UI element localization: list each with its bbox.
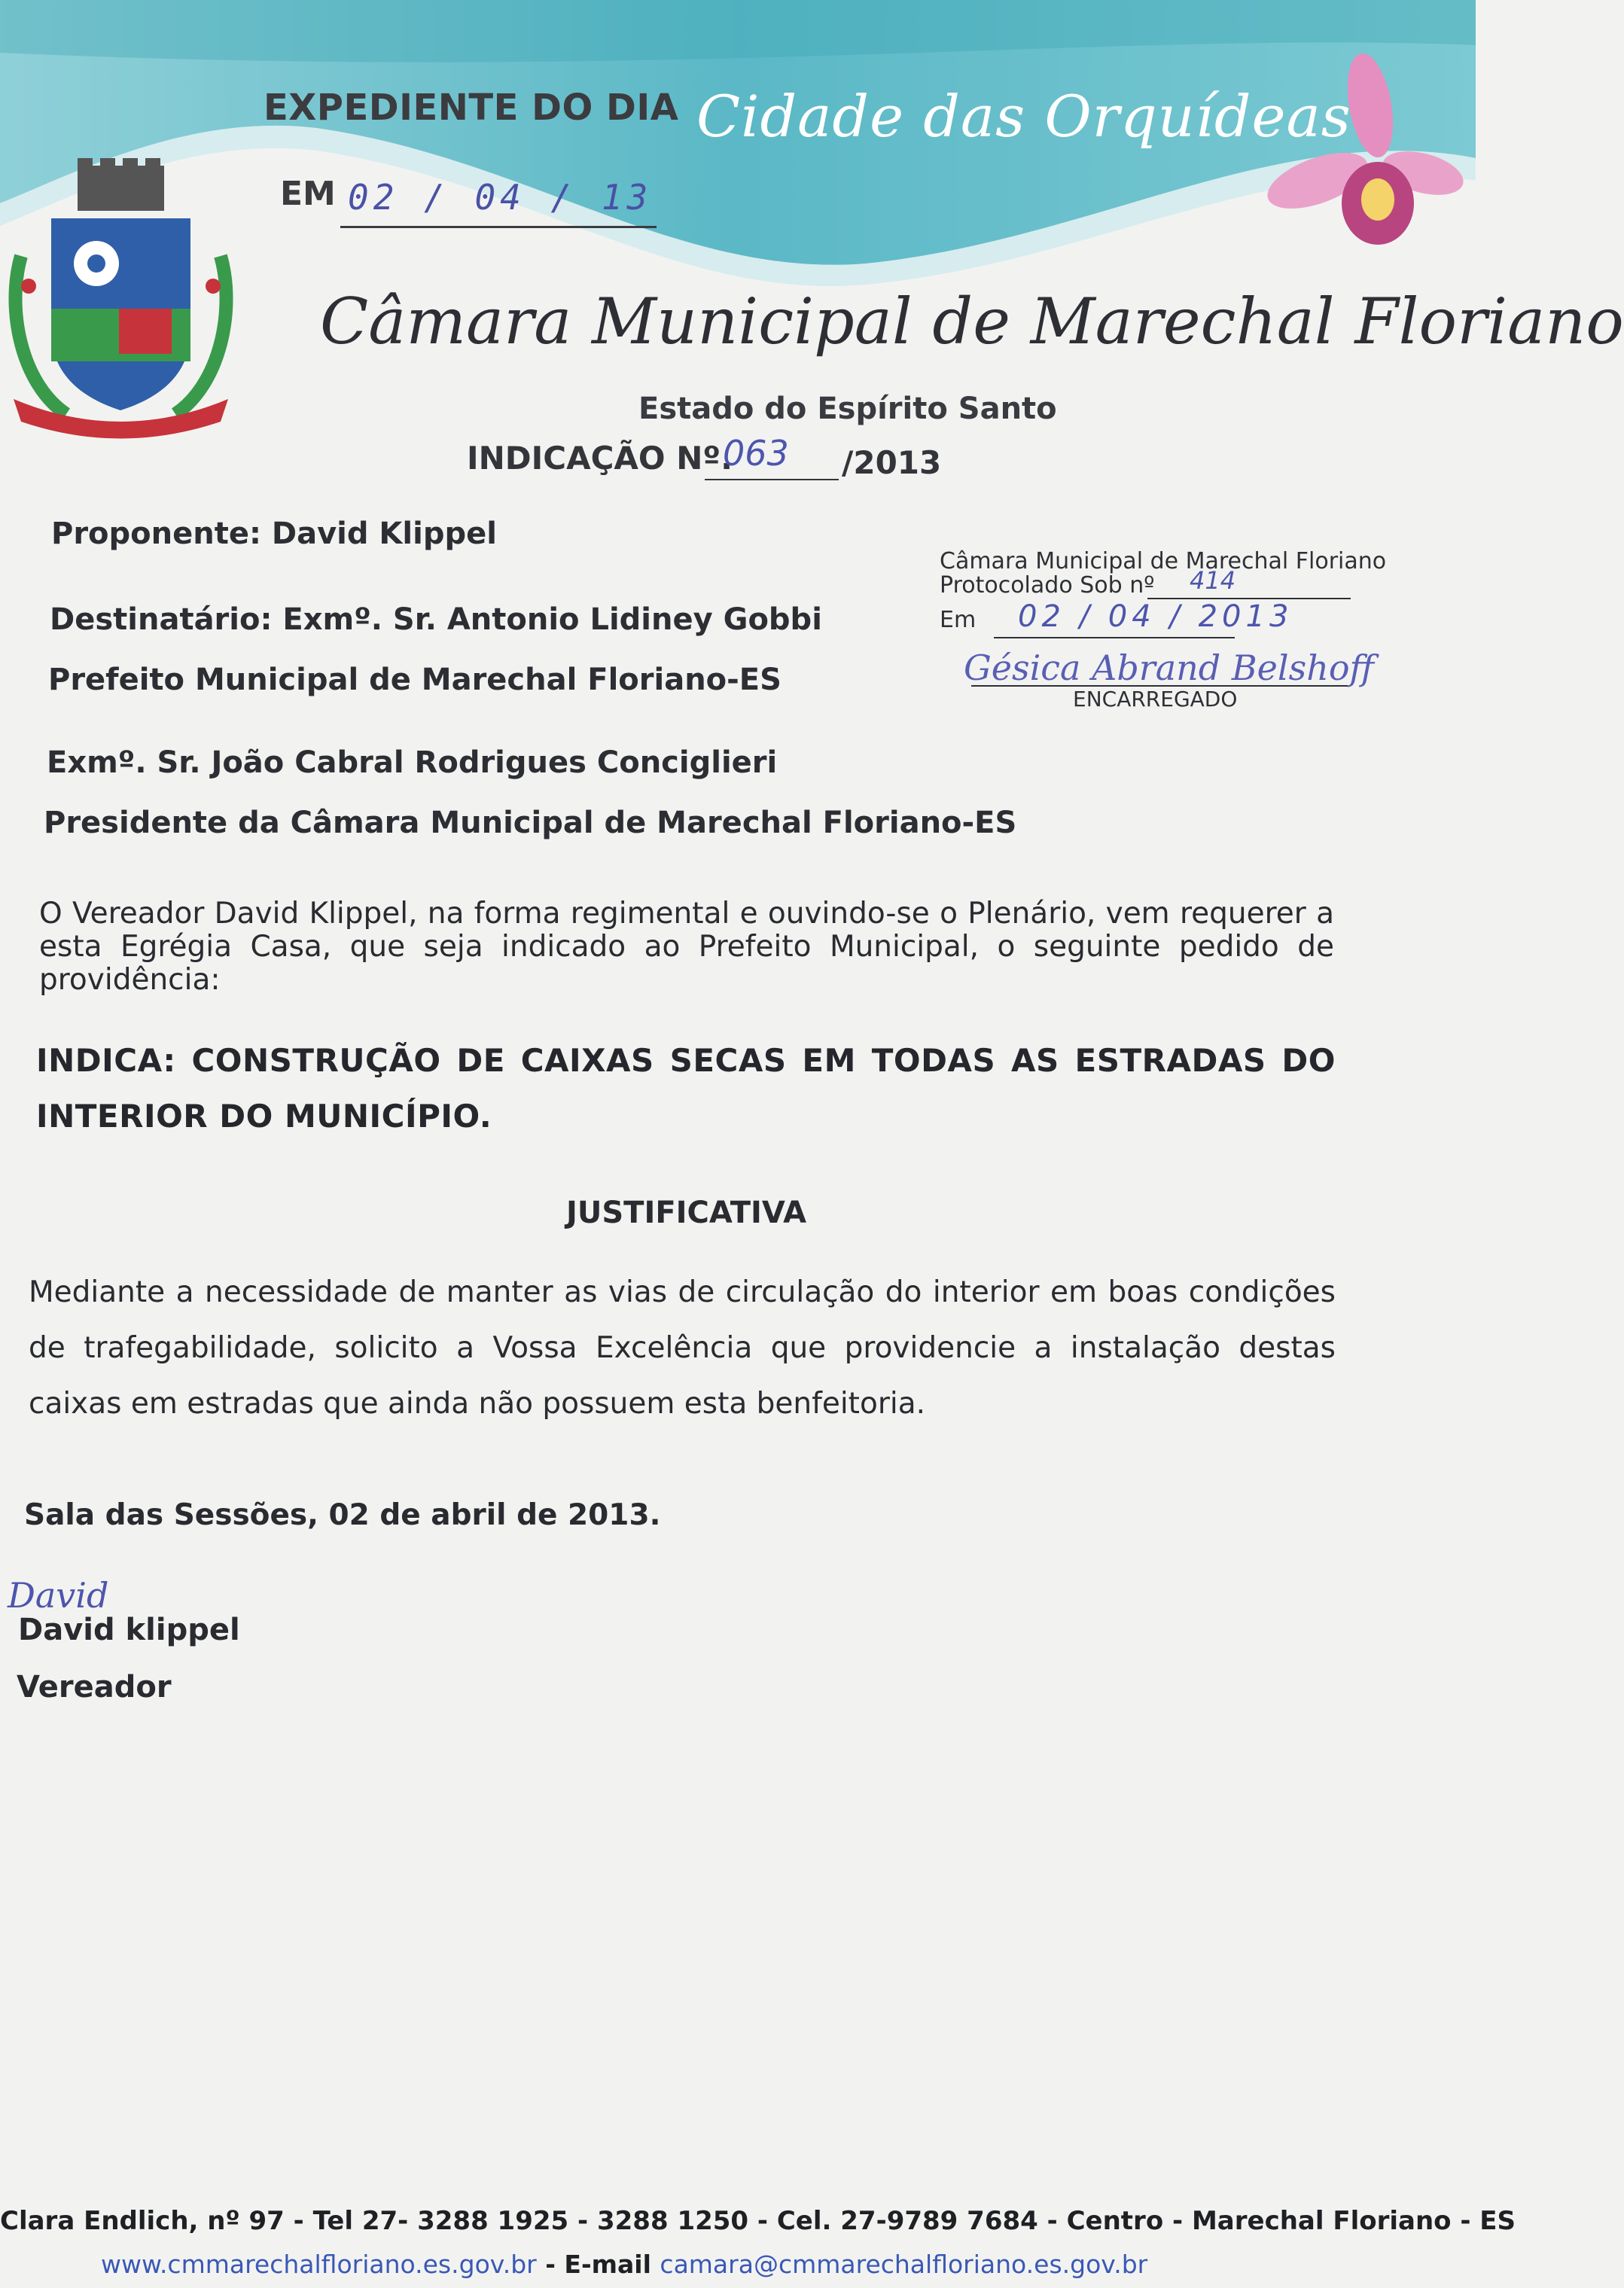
footer-email-link[interactable]: camara@cmmarechalfloriano.es.gov.br [660, 2250, 1148, 2279]
footer-contact [101, 2250, 1147, 2279]
presidente-line: Presidente da Câmara Municipal de Marechal Floriano-ES [44, 806, 1017, 840]
indicacao-number-underline [705, 479, 839, 480]
destinatario-line: Destinatário: Exmº. Sr. Antonio Lidiney Gobbi [50, 602, 822, 637]
indicacao-year: /2013 [842, 444, 942, 481]
expediente-date: 02 / 04 / 13 [348, 177, 653, 218]
state-subtitle: Estado do Espírito Santo [638, 391, 1057, 426]
proponente-line: Proponente: David Klippel [51, 516, 497, 551]
indica-statement: INDICA: CONSTRUÇÃO DE CAIXAS SECAS EM TODAS AS ESTRADAS DO INTERIOR DO MUNICÍPIO. [36, 1042, 1336, 1135]
footer-address: Clara Endlich, nº 97 - Tel 27- 3288 1925 - 3288 1250 - Cel. 27-9789 7684 - Centro - Marechal Floriano - ES [0, 2206, 1516, 2236]
chamber-name-title: Câmara Municipal de Marechal Floriano [320, 285, 1624, 358]
signer-role: Vereador [17, 1670, 172, 1705]
stamp-em-label: Em [940, 607, 977, 633]
stamp-date-underline [994, 637, 1235, 638]
stamp-protocolado-label: Protocolado Sob nº [940, 572, 1155, 599]
signer-name: David klippel [18, 1613, 240, 1647]
stamp-protocolado-number: 414 [1190, 566, 1236, 595]
indicacao-label: INDICAÇÃO Nº. [467, 440, 733, 477]
tagline: Cidade das Orquídeas [696, 83, 1351, 150]
stamp-signature: Gésica Abrand Belshoff [964, 647, 1375, 688]
exmo-line: Exmº. Sr. João Cabral Rodrigues Conciglieri [47, 745, 778, 780]
stamp-date: 02 / 04 / 2013 [1018, 599, 1293, 634]
request-paragraph: O Vereador David Klippel, na forma regimental e ouvindo-se o Plenário, vem requerer a esta Egrégia Casa, que seja indicado ao Prefeito Municipal, o seguinte pedido de providência: [39, 897, 1334, 997]
footer-website-link[interactable]: www.cmmarechalfloriano.es.gov.br [101, 2250, 537, 2279]
sala-das-sessoes: Sala das Sessões, 02 de abril de 2013. [24, 1498, 661, 1532]
em-label: EM [280, 175, 336, 213]
justificativa-heading: JUSTIFICATIVA [566, 1196, 807, 1230]
stamp-title: Câmara Municipal de Marechal Floriano [940, 548, 1387, 574]
prefeito-line: Prefeito Municipal de Marechal Floriano-ES [48, 663, 782, 697]
expediente-label: EXPEDIENTE DO DIA [264, 87, 679, 129]
signature-scribble: David [8, 1575, 109, 1616]
expediente-date-underline [340, 226, 657, 228]
indicacao-number: 063 [723, 433, 789, 474]
stamp-role: ENCARREGADO [1073, 687, 1238, 711]
municipal-crest-logo [6, 158, 236, 444]
footer-email-label: - E-mail [536, 2250, 660, 2279]
justificativa-text: Mediante a necessidade de manter as vias de circulação do interior em boas condições de trafegabilidade, solicito a Vossa Excelência que providencie a instalação destas caixas em estradas que ainda não possuem esta benfeitoria. [29, 1275, 1336, 1421]
